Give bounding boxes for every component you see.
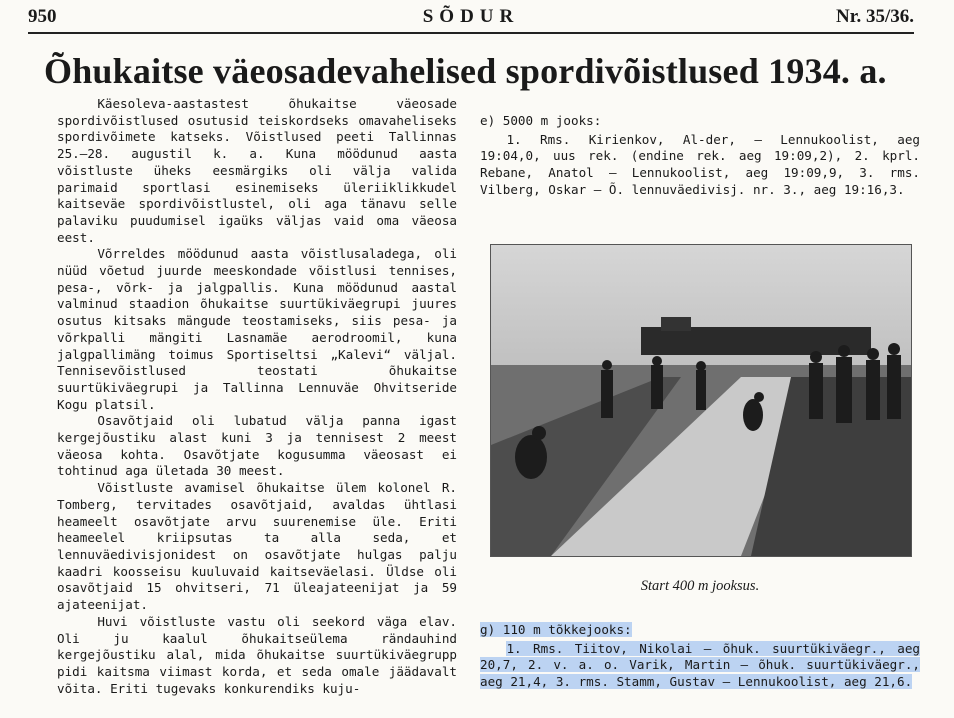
article-title: Õhukaitse väeosadevahelised spordivõistlused 1934. a. xyxy=(44,51,887,91)
event-heading-110m-hurdles-text: g) 110 m tõkkejooks: xyxy=(480,622,632,637)
header-rule xyxy=(28,32,914,34)
right-column xyxy=(480,113,920,199)
page-header xyxy=(28,4,914,32)
event-results-110m-hurdles xyxy=(480,641,920,691)
left-column xyxy=(57,96,457,697)
paragraph: Võistluste avamisel õhukaitse ülem kolonel R. Tomberg, tervitades osavõtjaid, avaldas ühtlasi heameelt osavõtjate arvu suurenemise üle. Eriti heameelel kriipsutas ta alla seda, et lennuväedivisjonidest on osavõtjate hulgas palju kaadri koosseisu kuuluvaid kaitseväelasi. Üldse oli osavõtjaid 15 ohvitseri, 71 üleajateenijat ja 59 ajateenijat. xyxy=(57,480,457,613)
issue-number: Nr. 35/36. xyxy=(836,6,914,27)
paragraph: Osavõtjaid oli lubatud välja panna igast kergejõustiku alast kuni 3 ja tennisest 2 meest väeosa kohta. Osavõtjate kogusumma väeosast ei tohtinud aga ületada 30 meest. xyxy=(57,413,457,479)
event-results-110m-hurdles-text: 1. Rms. Tiitov, Nikolai — õhuk. suurtükiväegr., aeg 20,7, 2. v. a. o. Varik, Martin — õhuk. suurtükiväegr., aeg 21,4, 3. rms. Stamm, Gustav — Lennukoolist, aeg 21,6. xyxy=(480,640,920,690)
photo-caption: Start 400 m jooksus. xyxy=(640,578,760,594)
paragraph: Huvi võistluste vastu oli seekord väga elav. Oli ju kaalul õhukaitseülema rändauhind kergejõustiku alal, mida õhukaitse suurtükiväegrupp pidi kaitsma viimast korda, et seda omale jäädavalt võita. Eriti tugevaks konkurendiks kuju- xyxy=(57,613,457,696)
journal-name: SÕDUR xyxy=(422,6,520,27)
paragraph: Võrreldes möödunud aasta võistlusaladega, oli nüüd võetud juurde meeskondade võistlusi tennises, pesa-, võrk- ja jalgpallis. Kuna möödunud aastal valminud staadion õhukaitse suurtükiväegrupi juures osutus kitsaks mängude teostamiseks, siis pesa- ja võrkpalli mängiti Lasnamäe aerodroomil, kuna jalgpallimäng toimus Sportiseltsi „Kalevi“ väljal. Tennisevõistlused teostati õhukaitse suurtükiväegrupi ja Tallinna Lennuväe Ohvitseride Kogu platsil. xyxy=(57,246,457,412)
hurdles-section xyxy=(480,622,920,691)
race-start-photo xyxy=(490,244,912,557)
event-results-5000m: 1. Rms. Kirienkov, Al-der, — Lennukoolist, aeg 19:04,0, uus rek. (endine rek. aeg 19:09,2), 2. kprl. Rebane, Anatol — Lennukoolist, aeg 19:09,9, 3. rms. Vilberg, Oskar — Õ. lennuväedivisj. nr. 3., aeg 19:16,3. xyxy=(480,131,920,197)
page-number: 950 xyxy=(28,6,57,27)
photo-illustration xyxy=(491,245,911,556)
event-heading-110m-hurdles xyxy=(480,622,920,639)
event-heading-5000m: e) 5000 m jooks: xyxy=(480,113,602,128)
paragraph: Käesoleva-aastastest õhukaitse väeosade spordivõistlused osutusid teiskordseks omavaheliseks spordivõimete katseks. Võistlused peeti Tallinnas 25.—28. augustil k. a. Kuna möödunud aasta võistluste üheks eesmärgiks oli välja valida parimaid sportlasi esinemiseks üleriiklikkudel kaitseväe spordivõistlustel, oli aga tänavu selle palaviku puudumisel igaüks väljas vaid oma väeosa eest. xyxy=(57,96,457,245)
